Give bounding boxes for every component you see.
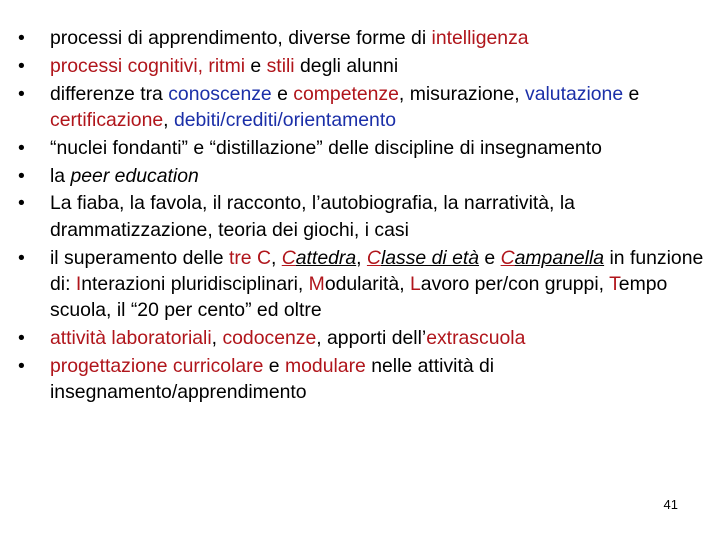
bullet-text-segment: stili: [266, 54, 295, 77]
bullet-item: [18, 163, 708, 189]
bullet-text-segment: e: [623, 82, 640, 105]
page-number: 41: [663, 497, 678, 512]
bullet-text-segment: avoro per/con gruppi,: [420, 273, 610, 295]
bullet-text-segment: nterazioni pluridisciplinari,: [81, 273, 309, 295]
bullet-text-segment: ,: [163, 109, 174, 131]
bullet-text-segment: conoscenze: [168, 82, 272, 105]
bullet-text-segment: codocenze: [222, 327, 317, 350]
bullet-item: [18, 53, 708, 79]
bullet-glyph: •: [18, 355, 25, 377]
bullet-text-segment: C: [366, 246, 381, 269]
bullet-text-segment: I: [75, 273, 82, 295]
bullet-text-segment: differenze tra: [50, 82, 169, 105]
bullet-text-segment: nelle attività di insegnamento/apprendimento: [50, 355, 495, 404]
bullet-text-segment: C: [281, 246, 296, 269]
bullet-text-segment: , apporti dell’: [316, 327, 427, 350]
bullet-text-segment: extrascuola: [426, 327, 526, 350]
bullet-item: [18, 353, 708, 406]
bullet-text-segment: L: [409, 273, 421, 295]
bullet-list: [18, 25, 708, 407]
bullet-text-segment: “nuclei fondanti” e “distillazione” delle discipline di insegnamento: [50, 136, 602, 159]
bullet-text-segment: certificazione: [50, 109, 164, 131]
bullet-text-segment: intelligenza: [431, 27, 529, 49]
bullet-text-segment: ,: [356, 246, 367, 269]
bullet-text-segment: T: [609, 273, 619, 295]
bullet-item: [18, 135, 708, 161]
bullet-text-segment: M: [308, 273, 325, 295]
bullet-text-segment: processi di apprendimento, diverse forme di: [50, 27, 432, 49]
bullet-text-segment: progettazione curricolare: [50, 355, 264, 377]
bullet-item: [18, 81, 708, 134]
bullet-text-segment: competenze: [293, 82, 399, 105]
bullet-glyph: •: [18, 246, 25, 269]
bullet-text-segment: debiti/crediti/orientamento: [173, 109, 396, 131]
bullet-glyph: •: [18, 164, 25, 187]
bullet-text-segment: C: [500, 246, 515, 269]
bullet-text-segment: in funzione di:: [50, 246, 704, 295]
bullet-item: [18, 245, 708, 324]
bullet-text-segment: ,: [211, 327, 223, 350]
bullet-glyph: •: [18, 27, 25, 49]
bullet-text-segment: empo scuola, il “20 per cento” ed oltre: [50, 273, 668, 322]
bullet-item: [18, 325, 708, 351]
bullet-text-segment: lasse di età: [380, 246, 480, 269]
bullet-text-segment: processi cognitivi, ritmi: [50, 54, 246, 77]
bullet-text-segment: e: [479, 246, 501, 269]
bullet-text-segment: e: [263, 355, 285, 377]
bullet-glyph: •: [18, 136, 25, 159]
bullet-item: [18, 25, 708, 51]
bullet-text-segment: e: [271, 82, 294, 105]
bullet-text-segment: valutazione: [525, 82, 624, 105]
bullet-text-segment: la: [50, 164, 71, 187]
bullet-text-segment: La fiaba, la favola, il racconto, l’autobiografia, la narratività, la drammatizzazione, teoria dei giochi, i casi: [50, 192, 575, 241]
bullet-text-segment: ,: [270, 246, 282, 269]
bullet-glyph: •: [18, 54, 25, 77]
bullet-text-segment: odularità,: [324, 273, 410, 295]
bullet-text-segment: ampanella: [514, 246, 605, 269]
bullet-text-segment: attività laboratoriali: [50, 327, 212, 350]
bullet-text-segment: modulare: [284, 355, 366, 377]
bullet-glyph: •: [18, 327, 25, 350]
bullet-item: [18, 190, 708, 243]
bullet-text-segment: attedra: [295, 246, 357, 269]
bullet-text-segment: degli alunni: [294, 54, 399, 77]
bullet-text-segment: peer education: [70, 164, 199, 187]
bullet-text-segment: tre C: [228, 246, 271, 269]
bullet-text-segment: e: [245, 54, 267, 77]
bullet-glyph: •: [18, 82, 25, 105]
bullet-text-segment: , misurazione,: [398, 82, 526, 105]
bullet-glyph: •: [18, 192, 25, 215]
bullet-text-segment: il superamento delle: [50, 246, 229, 269]
